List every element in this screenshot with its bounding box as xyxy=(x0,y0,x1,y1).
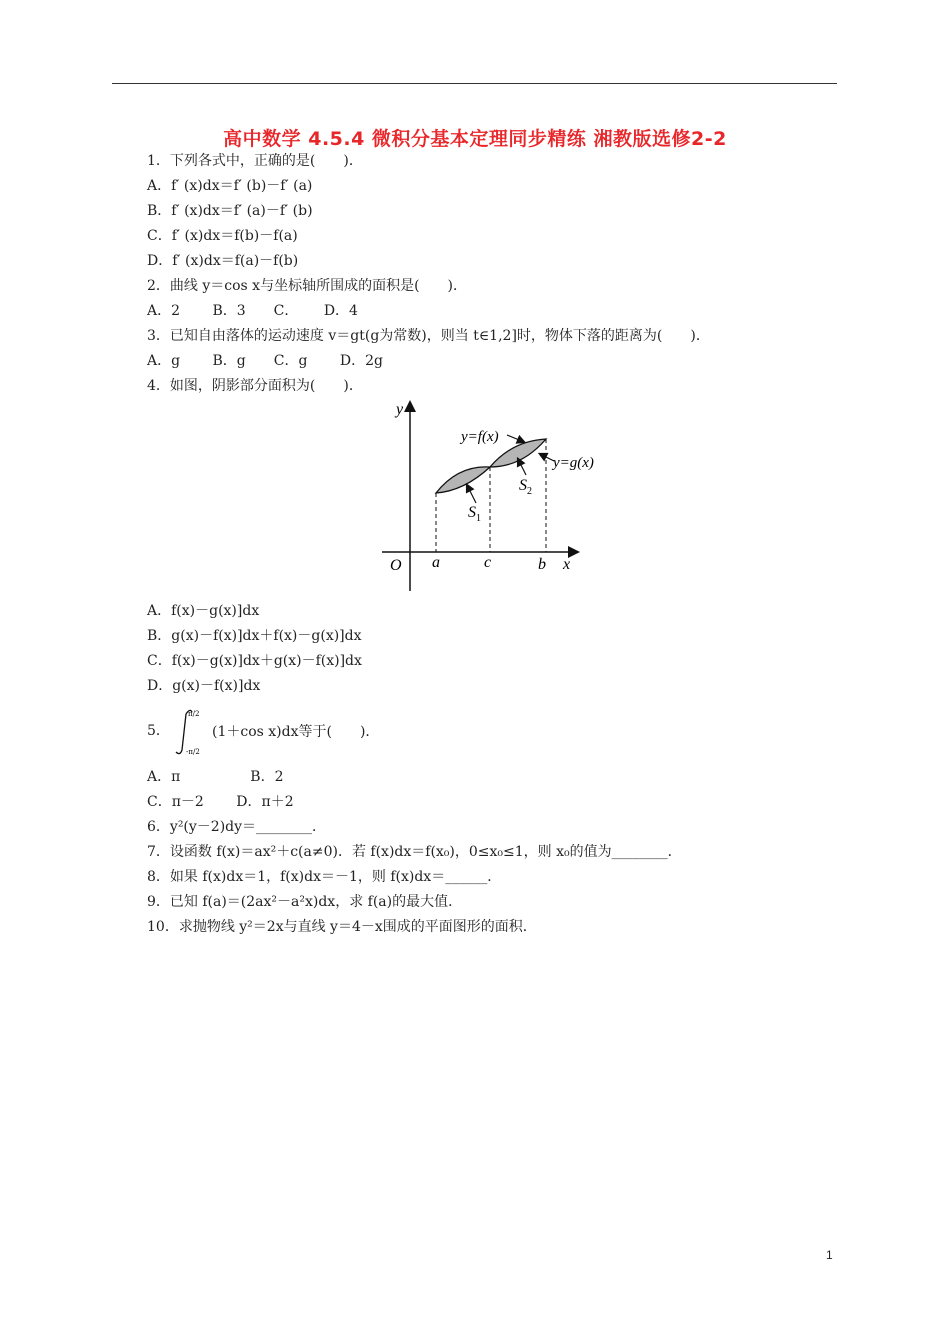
integral-symbol xyxy=(174,706,204,758)
question-line: B．f′ (x)dx＝f′ (a)－f′ (b) xyxy=(147,203,313,219)
region-s1 xyxy=(436,467,490,493)
question-line: A．f′ (x)dx＝f′ (b)－f′ (a) xyxy=(147,178,313,194)
tick-a: a xyxy=(432,554,440,571)
q5-integrand: (1＋cos x)dx等于( )． xyxy=(212,724,380,740)
integral-upper-limit: π/2 xyxy=(188,710,200,718)
question-line: A．g B．g C．g D．2g xyxy=(147,353,383,369)
arrow-s1 xyxy=(467,485,476,503)
question-line: 5． xyxy=(147,723,170,739)
question-line: D．f′ (x)dx＝f(a)－f(b) xyxy=(147,253,299,269)
page-title: 高中数学 4.5.4 微积分基本定理同步精练 湘教版选修2-2 xyxy=(223,128,727,150)
question-line: 6．y²(y－2)dy＝________． xyxy=(147,819,327,835)
label-s2: $S_2$ xyxy=(519,477,532,497)
question-line: 2．曲线 y＝cos x与坐标轴所围成的面积是( )． xyxy=(147,278,467,294)
arrow-f xyxy=(507,435,524,442)
origin-label: O xyxy=(390,557,402,574)
header-rule xyxy=(112,83,837,84)
question-line: C．f(x)－g(x)]dx＋g(x)－f(x)]dx xyxy=(147,653,362,669)
tick-c: c xyxy=(484,554,492,571)
y-axis-label: y xyxy=(396,401,404,418)
question-line: B．g(x)－f(x)]dx＋f(x)－g(x)]dx xyxy=(147,628,362,644)
question-line: C．π－2 D．π＋2 xyxy=(147,794,294,810)
question-line: 1．下列各式中，正确的是( )． xyxy=(147,153,363,169)
question-line: A．f(x)－g(x)]dx xyxy=(147,603,260,619)
arrow-g xyxy=(540,454,554,461)
question-line: 4．如图，阴影部分面积为( )． xyxy=(147,378,363,394)
x-axis-label: x xyxy=(563,556,571,573)
arrow-s2 xyxy=(518,459,526,475)
question-line: 3．已知自由落体的运动速度 v＝gt(g为常数)，则当 t∈1,2]时，物体下落的距离为( )． xyxy=(147,328,710,344)
question-line: 9．已知 f(a)＝(2ax²－a²x)dx，求 f(a)的最大值． xyxy=(147,894,463,910)
label-s1: $S_1$ xyxy=(468,504,481,524)
label-g: y=g(x) xyxy=(553,455,594,471)
question-line: A．2 B．3 C． D．4 xyxy=(147,303,358,319)
question-line: 7．设函数 f(x)＝ax²＋c(a≠0)．若 f(x)dx＝f(x₀)，0≤x₀≤1，则 x₀的值为________． xyxy=(147,844,682,860)
question-line: 10．求抛物线 y²＝2x与直线 y＝4－x围成的平面图形的面积． xyxy=(147,919,537,935)
area-figure xyxy=(372,395,612,595)
question-line: 8．如果 f(x)dx＝1，f(x)dx＝－1，则 f(x)dx＝______． xyxy=(147,869,502,885)
tick-b: b xyxy=(538,556,546,573)
question-line: C．f′ (x)dx＝f(b)－f(a) xyxy=(147,228,298,244)
label-f: y=f(x) xyxy=(461,429,499,445)
integral-lower-limit: -π/2 xyxy=(186,748,200,756)
question-line: A．π B．2 xyxy=(147,769,284,785)
page-number: 1 xyxy=(826,1248,833,1262)
question-line: D．g(x)－f(x)]dx xyxy=(147,678,261,694)
